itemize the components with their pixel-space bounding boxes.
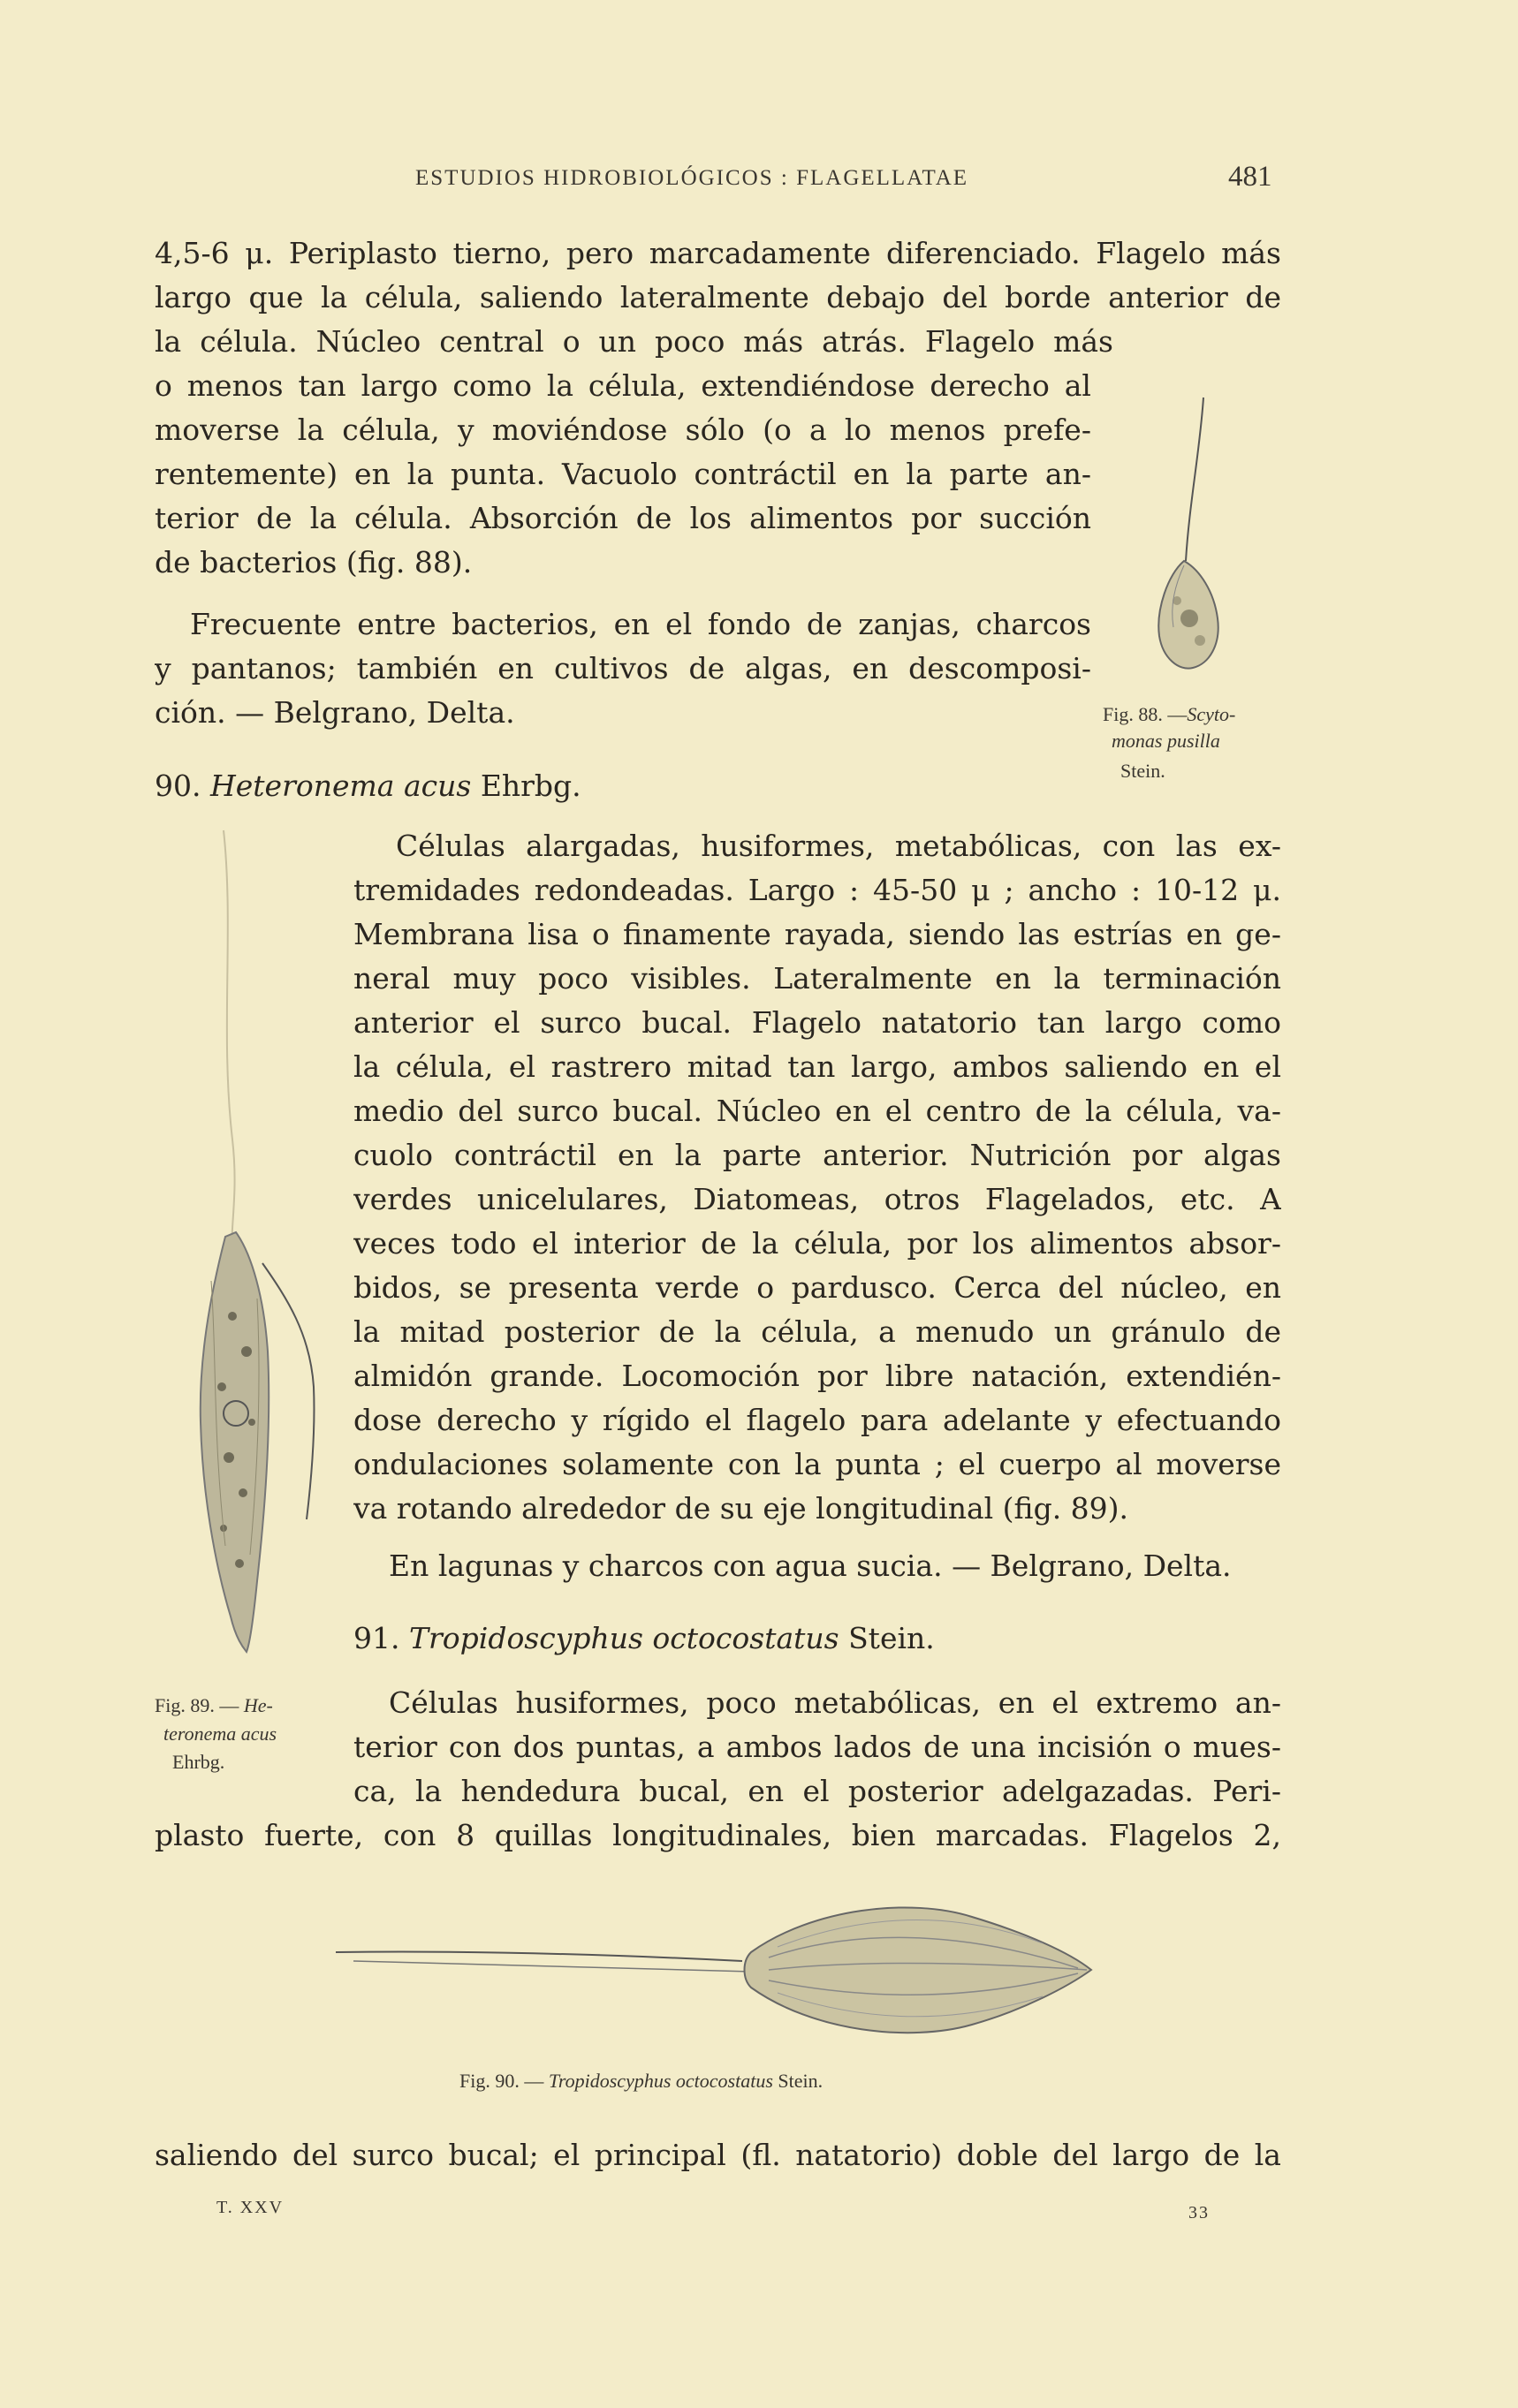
text-line: va rotando alrededor de su eje longitudinal (fig. 89). [353,1491,1129,1526]
text-line: de bacterios (fig. 88). [155,545,473,579]
text-line: saliendo del surco bucal; el principal (fl. natatorio) doble del largo de la [155,2138,1281,2172]
text-line: En lagunas y charcos con agua sucia. — Belgrano, Delta. [389,1549,1232,1583]
fig88-illustration [1104,380,1281,680]
text-line: veces todo el interior de la célula, por los alimentos absor- [353,1226,1281,1261]
fig88-author: Stein. [1120,760,1165,782]
text-line: ondulaciones solamente con la punta ; el cuerpo al moverse [353,1447,1281,1481]
text-line: verdes unicelulares, Diatomeas, otros Flagelados, etc. A [353,1182,1281,1216]
species-name: Tropidoscyphus octocostatus [408,1621,839,1655]
fig88-name-b: monas pusilla [1112,730,1220,752]
fig90-label: Fig. 90. — [459,2070,544,2092]
text-line: Células alargadas, husiformes, metabólicas, con las ex- [396,829,1281,863]
species-author: Ehrbg. [480,769,581,803]
text-line: Membrana lisa o finamente rayada, siendo las estrías en ge- [353,917,1281,951]
text-line: anterior el surco bucal. Flagelo natatorio tan largo como [353,1005,1281,1040]
fig88-caption-line1 [1103,703,1235,726]
species-number: 90. [155,769,201,803]
fig89-caption-line2 [163,1723,277,1745]
text-line: 4,5-6 μ. Periplasto tierno, pero marcadamente diferenciado. Flagelo más [155,236,1281,270]
species-name: Heteronema acus [209,769,472,803]
text-line: y pantanos; también en cultivos de algas, en descomposi- [155,651,1091,685]
text-line: cuolo contráctil en la parte anterior. Nutrición por algas [353,1138,1281,1172]
species-number: 91. [353,1621,400,1655]
volume-label: T. XXV [216,2198,285,2217]
fig90-name: Tropidoscyphus octocostatus [548,2070,773,2092]
fig90-author: Stein. [778,2070,824,2092]
text-line: la mitad posterior de la célula, a menudo un gránulo de [353,1314,1281,1349]
text-line: dose derecho y rígido el flagelo para adelante y efectuando [353,1403,1281,1437]
signature-mark: 33 [1188,2203,1210,2222]
text-line: ca, la hendedura bucal, en el posterior adelgazadas. Peri- [353,1774,1281,1808]
fig88-label: Fig. 88. — [1103,703,1188,725]
fig90-illustration [336,1873,1113,2067]
text-line: rentemente) en la punta. Vacuolo contráctil en la parte an- [155,457,1091,491]
text-line: terior con dos puntas, a ambos lados de una incisión o mues- [353,1730,1281,1764]
text-line: terior de la célula. Absorción de los alimentos por succión [155,501,1091,535]
text-line: tremidades redondeadas. Largo : 45-50 μ ; ancho : 10-12 μ. [353,873,1281,907]
text-line: o menos tan largo como la célula, extendiéndose derecho al [155,368,1091,403]
text-line: bidos, se presenta verde o pardusco. Cerca del núcleo, en [353,1270,1281,1305]
fig88-name-a: Scyto- [1187,703,1236,725]
species-heading-91 [353,1621,935,1655]
text-line: la célula. Núcleo central o un poco más atrás. Flagelo más [155,324,1113,359]
text-line: plasto fuerte, con 8 quillas longitudinales, bien marcadas. Flagelos 2, [155,1818,1281,1852]
text-line: almidón grande. Locomoción por libre natación, extendién- [353,1359,1281,1393]
fig89-illustration [155,822,331,1670]
text-line: Frecuente entre bacterios, en el fondo de zanjas, charcos [190,607,1091,641]
fig89-name-a: He- [243,1694,273,1716]
text-line: neral muy poco visibles. Lateralmente en la terminación [353,961,1281,996]
text-line: la célula, el rastrero mitad tan largo, ambos saliendo en el [353,1049,1281,1084]
running-title: ESTUDIOS HIDROBIOLÓGICOS : FLAGELLATAE [415,166,969,190]
text-line: moverse la célula, y moviéndose sólo (o a lo menos prefe- [155,413,1091,447]
text-line: largo que la célula, saliendo lateralmente debajo del borde anterior de [155,280,1281,314]
fig90-caption [459,2070,823,2093]
species-heading-90 [155,769,581,803]
fig89-author: Ehrbg. [172,1751,225,1773]
fig88-caption-line2 [1112,730,1220,753]
page-number: 481 [1228,161,1272,193]
text-line: Células husiformes, poco metabólicas, en el extremo an- [389,1685,1281,1720]
fig89-caption-line1 [155,1694,273,1717]
species-author: Stein. [848,1621,935,1655]
fig89-name-b: teronema acus [163,1723,277,1745]
text-line: medio del surco bucal. Núcleo en el centro de la célula, va- [353,1094,1281,1128]
fig89-label: Fig. 89. — [155,1694,239,1716]
text-line: ción. — Belgrano, Delta. [155,695,515,730]
